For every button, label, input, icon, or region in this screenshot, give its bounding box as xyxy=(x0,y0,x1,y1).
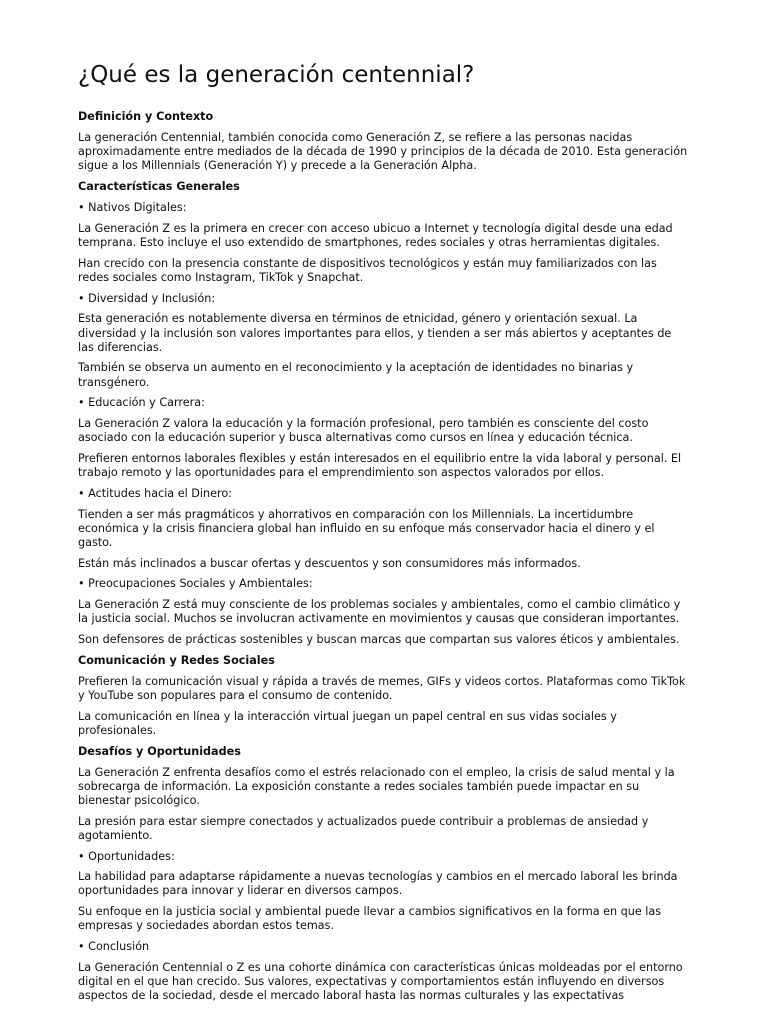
paragraph: Prefieren entornos laborales flexibles y están interesados en el equilibrio entre la vida laboral y personal. El trabajo remoto y las oportunidades para el emprendimiento son aspectos valorados por ellos. xyxy=(78,451,682,480)
bullet-item: • Nativos Digitales: xyxy=(78,201,187,215)
paragraph: La Generación Z valora la educación y la formación profesional, pero también es consciente del costo asociado con la educación superior y busca alternativas como cursos en línea y educación técnica. xyxy=(78,417,649,445)
paragraph: Su enfoque en la justicia social y ambiental puede llevar a cambios significativos en la forma en que las empresas y sociedades abordan estos temas. xyxy=(78,905,662,933)
paragraph: También se observa un aumento en el reconocimiento y la aceptación de identidades no binarias y transgénero. xyxy=(78,361,634,389)
paragraph: Tienden a ser más pragmáticos y ahorrativos en comparación con los Millennials. La incertidumbre económica y la crisis financiera global han influido en su enfoque más conservador hacia el dinero y el gasto. xyxy=(78,507,655,549)
paragraph: Prefieren la comunicación visual y rápida a través de memes, GIFs y videos cortos. Plataformas como TikTok y YouTube son populares para el consumo de contenido. xyxy=(78,674,686,702)
bullet-item: • Diversidad y Inclusión: xyxy=(78,291,216,305)
section-heading-definicion: Definición y Contexto xyxy=(78,110,214,123)
paragraph: La Generación Centennial o Z es una cohorte dinámica con características únicas moldeadas por el entorno digital en el que han crecido. Sus valores, expectativas y comportamientos están influyendo en diversos aspectos de la sociedad, desde el mercado laboral hasta las normas culturales y las expectativas xyxy=(78,960,683,1003)
section-heading-desafios: Desafíos y Oportunidades xyxy=(78,744,241,758)
bullet-item: • Actitudes hacia el Dinero: xyxy=(78,486,232,500)
bullet-item: • Educación y Carrera: xyxy=(78,396,205,410)
document-page xyxy=(78,60,690,1010)
page-title: ¿Qué es la generación centennial? xyxy=(78,62,475,88)
paragraph: Son defensores de prácticas sostenibles y buscan marcas que compartan sus valores éticos y ambientales. xyxy=(78,632,680,646)
bullet-item: • Oportunidades: xyxy=(78,849,175,863)
paragraph: Están más inclinados a buscar ofertas y descuentos y son consumidores más informados. xyxy=(78,556,581,570)
paragraph: La Generación Z enfrenta desafíos como el estrés relacionado con el empleo, la crisis de salud mental y la sobrecarga de información. La exposición constante a redes sociales también puede impactar en su bienestar psicológico. xyxy=(78,765,675,807)
paragraph: La Generación Z es la primera en crecer con acceso ubicuo a Internet y tecnología digital desde una edad temprana. Esto incluye el uso extendido de smartphones, redes sociales y otras herramientas digitales. xyxy=(78,221,673,250)
paragraph: Han crecido con la presencia constante de dispositivos tecnológicos y están muy familiarizados con las redes sociales como Instagram, TikTok y Snapchat. xyxy=(78,256,657,284)
paragraph: La presión para estar siempre conectados y actualizados puede contribuir a problemas de ansiedad y agotamiento. xyxy=(78,814,649,842)
paragraph: Esta generación es notablemente diversa en términos de etnicidad, género y orientación sexual. La diversidad y la inclusión son valores importantes para ellos, y tienden a ser más abiertos y aceptantes de las diferencias. xyxy=(78,312,672,354)
paragraph: La comunicación en línea y la interacción virtual juegan un papel central en sus vidas sociales y profesionales. xyxy=(78,709,617,737)
section-heading-caracteristicas: Características Generales xyxy=(78,180,240,194)
paragraph: La generación Centennial, también conocida como Generación Z, se refiere a las personas nacidas aproximadamente entre mediados de la década de 1990 y principios de la década de 2010. Esta generación sigue a los Millennials (Generación Y) y precede a la Generación Alpha. xyxy=(78,131,688,173)
paragraph: La habilidad para adaptarse rápidamente a nuevas tecnologías y cambios en el mercado laboral les brinda oportunidades para innovar y liderar en diversos campos. xyxy=(78,870,678,898)
bullet-item: • Conclusión xyxy=(78,940,150,954)
section-heading-comunicacion: Comunicación y Redes Sociales xyxy=(78,653,275,667)
paragraph: La Generación Z está muy consciente de los problemas sociales y ambientales, como el cambio climático y la justicia social. Muchos se involucran activamente en movimientos y causas que consideran importantes. xyxy=(78,598,681,626)
bullet-item: • Preocupaciones Sociales y Ambientales: xyxy=(78,577,313,591)
